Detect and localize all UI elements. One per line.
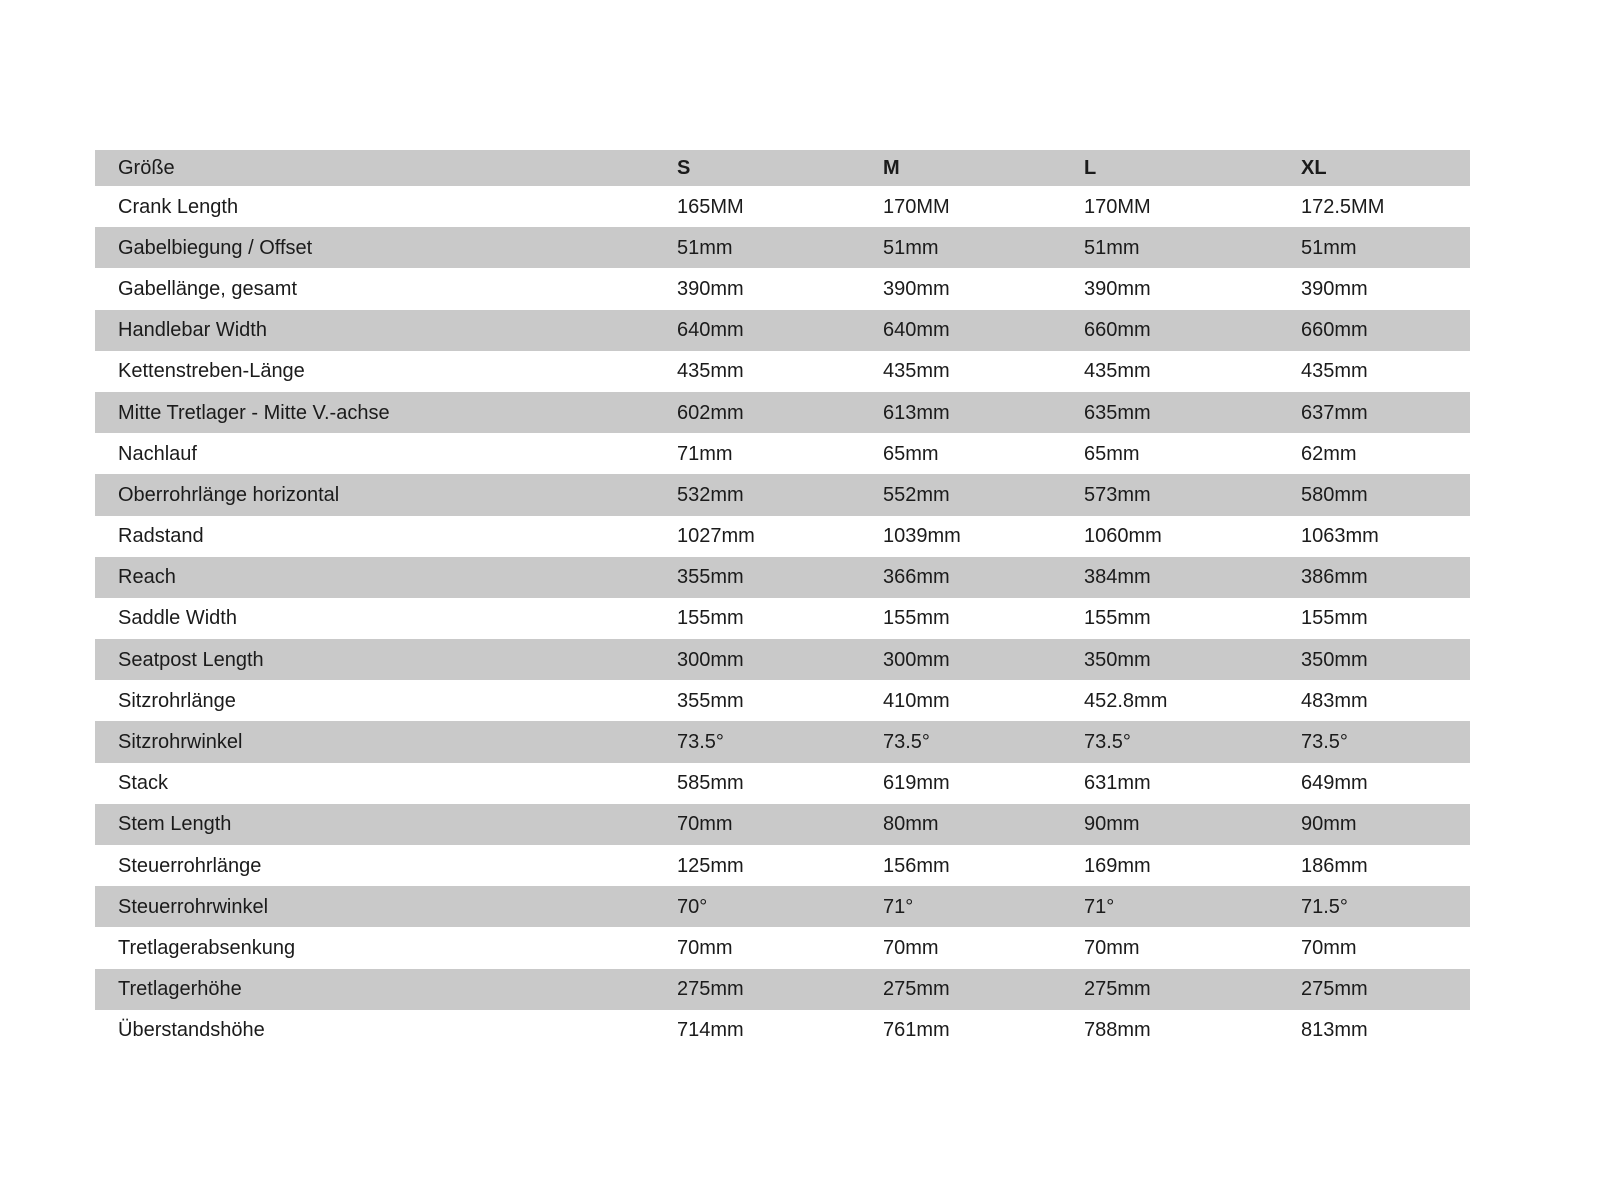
row-label: Nachlauf bbox=[118, 442, 197, 465]
table-row bbox=[95, 268, 1470, 309]
row-value: 65mm bbox=[1084, 442, 1140, 465]
row-value: 613mm bbox=[883, 401, 950, 424]
row-label: Überstandshöhe bbox=[118, 1019, 265, 1042]
row-value: 300mm bbox=[677, 648, 744, 671]
row-label: Steuerrohrwinkel bbox=[118, 895, 269, 918]
row-value: 435mm bbox=[1301, 360, 1368, 383]
row-value: 410mm bbox=[883, 689, 950, 712]
row-label: Reach bbox=[118, 566, 176, 589]
row-value: 435mm bbox=[677, 360, 744, 383]
table-row bbox=[95, 392, 1470, 433]
row-value: 355mm bbox=[677, 689, 744, 712]
row-label: Mitte Tretlager - Mitte V.-achse bbox=[118, 401, 390, 424]
row-value: 580mm bbox=[1301, 483, 1368, 506]
table-row bbox=[95, 927, 1470, 968]
row-value: 156mm bbox=[883, 854, 950, 877]
row-value: 62mm bbox=[1301, 442, 1357, 465]
row-value: 660mm bbox=[1301, 319, 1368, 342]
row-value: 631mm bbox=[1084, 772, 1151, 795]
row-label: Seatpost Length bbox=[118, 648, 264, 671]
row-value: 1027mm bbox=[677, 525, 755, 548]
row-value: 275mm bbox=[1084, 978, 1151, 1001]
table-row bbox=[95, 1010, 1470, 1051]
row-label: Saddle Width bbox=[118, 607, 237, 630]
row-value: 1039mm bbox=[883, 525, 961, 548]
header-size-xl: XL bbox=[1301, 157, 1327, 179]
row-label: Steuerrohrlänge bbox=[118, 854, 262, 877]
row-value: 649mm bbox=[1301, 772, 1368, 795]
row-value: 390mm bbox=[1301, 277, 1368, 300]
table-row bbox=[95, 721, 1470, 762]
row-value: 125mm bbox=[677, 854, 744, 877]
row-label: Gabelbiegung / Offset bbox=[118, 236, 313, 259]
row-value: 70mm bbox=[883, 936, 939, 959]
row-label: Tretlagerhöhe bbox=[118, 978, 242, 1001]
row-label: Gabellänge, gesamt bbox=[118, 277, 298, 300]
row-value: 165MM bbox=[677, 195, 744, 218]
row-value: 275mm bbox=[1301, 978, 1368, 1001]
table-row bbox=[95, 845, 1470, 886]
row-label: Radstand bbox=[118, 525, 204, 548]
row-value: 813mm bbox=[1301, 1019, 1368, 1042]
table-row bbox=[95, 886, 1470, 927]
row-value: 1063mm bbox=[1301, 525, 1379, 548]
row-value: 660mm bbox=[1084, 319, 1151, 342]
row-value: 788mm bbox=[1084, 1019, 1151, 1042]
row-value: 619mm bbox=[883, 772, 950, 795]
table-row bbox=[95, 804, 1470, 845]
row-value: 483mm bbox=[1301, 689, 1368, 712]
row-value: 51mm bbox=[677, 236, 733, 259]
row-value: 70mm bbox=[677, 813, 733, 836]
header-size-l: L bbox=[1084, 157, 1097, 179]
row-value: 155mm bbox=[883, 607, 950, 630]
row-value: 1060mm bbox=[1084, 525, 1162, 548]
table-header-row bbox=[95, 150, 1470, 186]
row-value: 350mm bbox=[1301, 648, 1368, 671]
row-value: 602mm bbox=[677, 401, 744, 424]
row-value: 65mm bbox=[883, 442, 939, 465]
table-row bbox=[95, 680, 1470, 721]
row-value: 435mm bbox=[1084, 360, 1151, 383]
row-value: 70mm bbox=[1084, 936, 1140, 959]
row-value: 71.5° bbox=[1301, 895, 1348, 918]
row-value: 186mm bbox=[1301, 854, 1368, 877]
table-row bbox=[95, 598, 1470, 639]
row-value: 761mm bbox=[883, 1019, 950, 1042]
row-value: 170MM bbox=[883, 195, 950, 218]
row-label: Handlebar Width bbox=[118, 319, 267, 342]
row-value: 90mm bbox=[1301, 813, 1357, 836]
row-value: 350mm bbox=[1084, 648, 1151, 671]
row-value: 275mm bbox=[883, 978, 950, 1001]
row-value: 155mm bbox=[1301, 607, 1368, 630]
row-label: Sitzrohrlänge bbox=[118, 689, 236, 712]
bike-geometry-table bbox=[95, 150, 1470, 1051]
row-value: 552mm bbox=[883, 483, 950, 506]
row-value: 640mm bbox=[677, 319, 744, 342]
row-label: Crank Length bbox=[118, 195, 239, 218]
table-row bbox=[95, 474, 1470, 515]
row-value: 452.8mm bbox=[1084, 689, 1168, 712]
row-value: 169mm bbox=[1084, 854, 1151, 877]
row-value: 386mm bbox=[1301, 566, 1368, 589]
row-value: 635mm bbox=[1084, 401, 1151, 424]
row-value: 70mm bbox=[1301, 936, 1357, 959]
row-value: 70° bbox=[677, 895, 708, 918]
row-value: 51mm bbox=[883, 236, 939, 259]
table-row bbox=[95, 557, 1470, 598]
header-size-m: M bbox=[883, 157, 900, 179]
row-value: 155mm bbox=[1084, 607, 1151, 630]
header-size-s: S bbox=[677, 157, 691, 179]
row-value: 71mm bbox=[677, 442, 733, 465]
table-row bbox=[95, 351, 1470, 392]
table-row bbox=[95, 763, 1470, 804]
table-row bbox=[95, 639, 1470, 680]
row-value: 170MM bbox=[1084, 195, 1151, 218]
row-value: 390mm bbox=[1084, 277, 1151, 300]
table-row bbox=[95, 310, 1470, 351]
row-value: 80mm bbox=[883, 813, 939, 836]
row-value: 71° bbox=[1084, 895, 1115, 918]
row-value: 71° bbox=[883, 895, 914, 918]
row-value: 51mm bbox=[1084, 236, 1140, 259]
row-label: Tretlagerabsenkung bbox=[118, 936, 296, 959]
table-row bbox=[95, 433, 1470, 474]
row-value: 640mm bbox=[883, 319, 950, 342]
row-label: Sitzrohrwinkel bbox=[118, 731, 243, 754]
row-value: 172.5MM bbox=[1301, 195, 1385, 218]
row-value: 73.5° bbox=[883, 731, 930, 754]
row-value: 355mm bbox=[677, 566, 744, 589]
row-value: 73.5° bbox=[1301, 731, 1348, 754]
row-value: 532mm bbox=[677, 483, 744, 506]
row-value: 585mm bbox=[677, 772, 744, 795]
row-label: Oberrohrlänge horizontal bbox=[118, 483, 340, 506]
row-value: 573mm bbox=[1084, 483, 1151, 506]
row-value: 384mm bbox=[1084, 566, 1151, 589]
row-value: 51mm bbox=[1301, 236, 1357, 259]
table-row bbox=[95, 516, 1470, 557]
row-label: Stem Length bbox=[118, 813, 232, 836]
row-value: 155mm bbox=[677, 607, 744, 630]
row-value: 366mm bbox=[883, 566, 950, 589]
table-body bbox=[95, 186, 1470, 1051]
row-value: 73.5° bbox=[677, 731, 724, 754]
row-value: 637mm bbox=[1301, 401, 1368, 424]
row-value: 70mm bbox=[677, 936, 733, 959]
table-row bbox=[95, 227, 1470, 268]
header-size-label: Größe bbox=[118, 157, 175, 179]
table-row bbox=[95, 186, 1470, 227]
table-row bbox=[95, 969, 1470, 1010]
row-value: 435mm bbox=[883, 360, 950, 383]
row-value: 90mm bbox=[1084, 813, 1140, 836]
row-value: 390mm bbox=[883, 277, 950, 300]
row-value: 300mm bbox=[883, 648, 950, 671]
row-value: 275mm bbox=[677, 978, 744, 1001]
row-value: 390mm bbox=[677, 277, 744, 300]
row-value: 714mm bbox=[677, 1019, 744, 1042]
row-label: Stack bbox=[118, 772, 169, 795]
row-value: 73.5° bbox=[1084, 731, 1131, 754]
row-label: Kettenstreben-Länge bbox=[118, 360, 305, 383]
